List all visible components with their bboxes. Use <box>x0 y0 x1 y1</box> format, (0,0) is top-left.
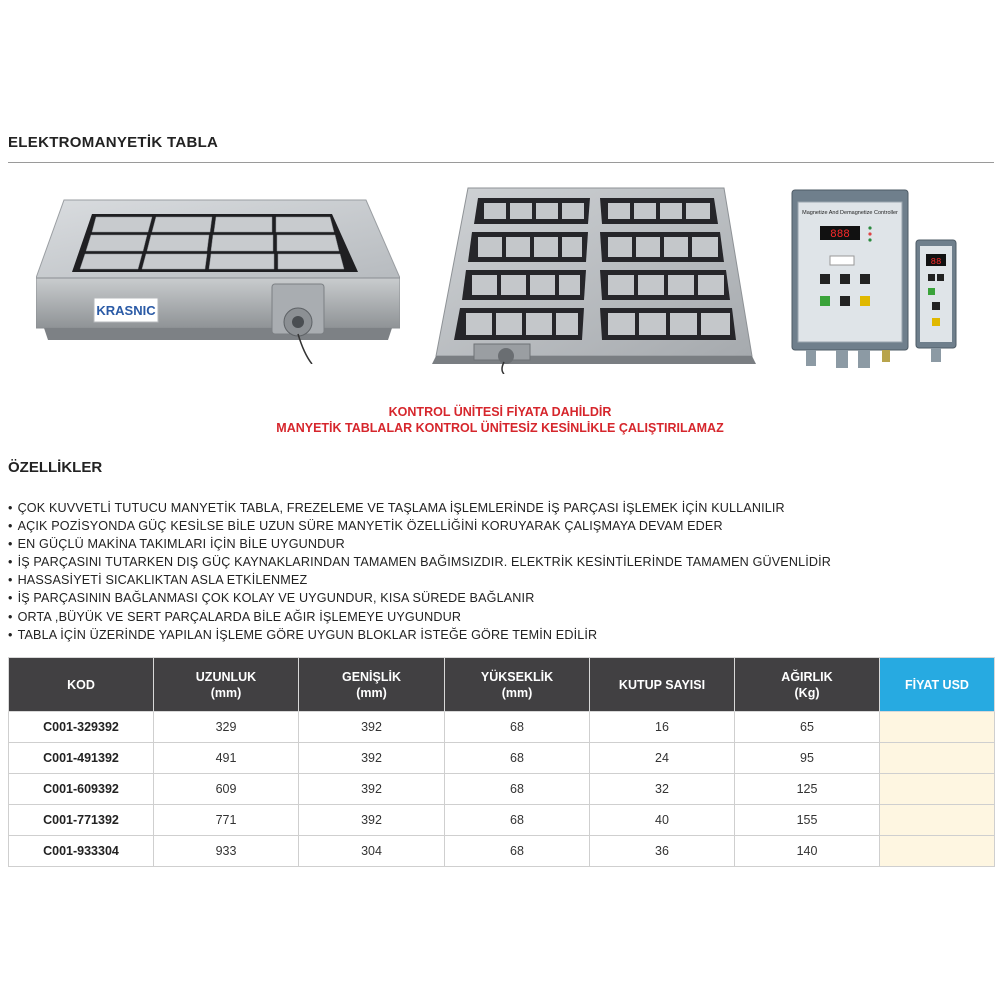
header-agirlik: AĞIRLIK (Kg) <box>735 658 880 712</box>
header-fiyat: FİYAT USD <box>880 658 995 712</box>
cell-fiyat <box>880 712 995 743</box>
feature-item: • ÇOK KUVVETLİ TUTUCU MANYETİK TABLA, FREZELEME VE TAŞLAMA İŞLEMLERİNDE İŞ PARÇASI İŞLEMEK İÇİN KULLANILIR <box>8 499 831 517</box>
feature-item: • ORTA ,BÜYÜK VE SERT PARÇALARDA BİLE AĞIR İŞLEMEYE UYGUNDUR <box>8 608 831 626</box>
cell-agirlik: 125 <box>735 774 880 805</box>
cell-uzunluk: 933 <box>154 836 299 867</box>
cell-genislik: 304 <box>299 836 445 867</box>
cell-genislik: 392 <box>299 774 445 805</box>
magnetic-table-image-2 <box>424 184 764 374</box>
spec-table <box>8 657 995 867</box>
cell-fiyat <box>880 805 995 836</box>
cell-yukseklik: 68 <box>445 743 590 774</box>
controller-display: 888 <box>830 229 850 241</box>
cell-kutup: 40 <box>590 805 735 836</box>
cell-fiyat <box>880 836 995 867</box>
cell-agirlik: 140 <box>735 836 880 867</box>
cell-kod: C001-491392 <box>9 743 154 774</box>
remote-display: 88 <box>930 257 942 267</box>
cell-kod: C001-771392 <box>9 805 154 836</box>
cell-fiyat <box>880 774 995 805</box>
cell-uzunluk: 771 <box>154 805 299 836</box>
feature-item: • AÇIK POZİSYONDA GÜÇ KESİLSE BİLE UZUN SÜRE MANYETİK ÖZELLİĞİNİ KORUYARAK ÇALIŞMAYA DEVAM EDER <box>8 517 831 535</box>
page-title: ELEKTROMANYETİK TABLA <box>8 134 219 151</box>
feature-item: • İŞ PARÇASINI TUTARKEN DIŞ GÜÇ KAYNAKLARINDAN TAMAMEN BAĞIMSIZDIR. ELEKTRİK KESİNTİLERİNDE TAMAMEN GÜVENLİDİR <box>8 553 831 571</box>
feature-item: • HASSASİYETİ SICAKLIKTAN ASLA ETKİLENMEZ <box>8 571 831 589</box>
cell-yukseklik: 68 <box>445 712 590 743</box>
cell-genislik: 392 <box>299 712 445 743</box>
table-row <box>9 805 995 836</box>
header-uzunluk: UZUNLUK (mm) <box>154 658 299 712</box>
feature-item: • İŞ PARÇASININ BAĞLANMASI ÇOK KOLAY VE UYGUNDUR, KISA SÜREDE BAĞLANIR <box>8 589 831 607</box>
cell-yukseklik: 68 <box>445 836 590 867</box>
table-row <box>9 836 995 867</box>
product-images <box>0 180 1000 380</box>
cell-fiyat <box>880 743 995 774</box>
cell-uzunluk: 491 <box>154 743 299 774</box>
cell-uzunluk: 329 <box>154 712 299 743</box>
cell-genislik: 392 <box>299 805 445 836</box>
controller-title: Magnetize And Demagnetize Controller <box>802 210 898 216</box>
cell-uzunluk: 609 <box>154 774 299 805</box>
krasnic-logo: KRASNIC <box>96 303 156 318</box>
controller-image <box>786 184 966 374</box>
notice <box>0 404 1000 436</box>
cell-yukseklik: 68 <box>445 774 590 805</box>
header-yukseklik: YÜKSEKLİK (mm) <box>445 658 590 712</box>
title-divider <box>8 162 994 163</box>
cell-agirlik: 155 <box>735 805 880 836</box>
magnetic-table-image-1 <box>36 194 400 364</box>
cell-kutup: 16 <box>590 712 735 743</box>
cell-agirlik: 65 <box>735 712 880 743</box>
notice-line-2: MANYETİK TABLALAR KONTROL ÜNİTESİZ KESİNLİKLE ÇALIŞTIRILAMAZ <box>276 421 724 435</box>
table-header-row <box>9 658 995 712</box>
table-row <box>9 743 995 774</box>
feature-item: • TABLA İÇİN ÜZERİNDE YAPILAN İŞLEME GÖRE UYGUN BLOKLAR İSTEĞE GÖRE TEMİN EDİLİR <box>8 626 831 644</box>
table-row <box>9 774 995 805</box>
notice-line-1: KONTROL ÜNİTESİ FİYATA DAHİLDİR <box>388 405 612 419</box>
features-list <box>8 499 831 644</box>
table-row <box>9 712 995 743</box>
header-kod: KOD <box>9 658 154 712</box>
cell-kod: C001-609392 <box>9 774 154 805</box>
cell-kod: C001-329392 <box>9 712 154 743</box>
cell-genislik: 392 <box>299 743 445 774</box>
cell-yukseklik: 68 <box>445 805 590 836</box>
cell-kutup: 36 <box>590 836 735 867</box>
cell-agirlik: 95 <box>735 743 880 774</box>
cell-kutup: 24 <box>590 743 735 774</box>
cell-kod: C001-933304 <box>9 836 154 867</box>
feature-item: • EN GÜÇLÜ MAKİNA TAKIMLARI İÇİN BİLE UYGUNDUR <box>8 535 831 553</box>
header-genislik: GENİŞLİK (mm) <box>299 658 445 712</box>
features-title: ÖZELLİKLER <box>8 459 103 476</box>
cell-kutup: 32 <box>590 774 735 805</box>
header-kutup: KUTUP SAYISI <box>590 658 735 712</box>
